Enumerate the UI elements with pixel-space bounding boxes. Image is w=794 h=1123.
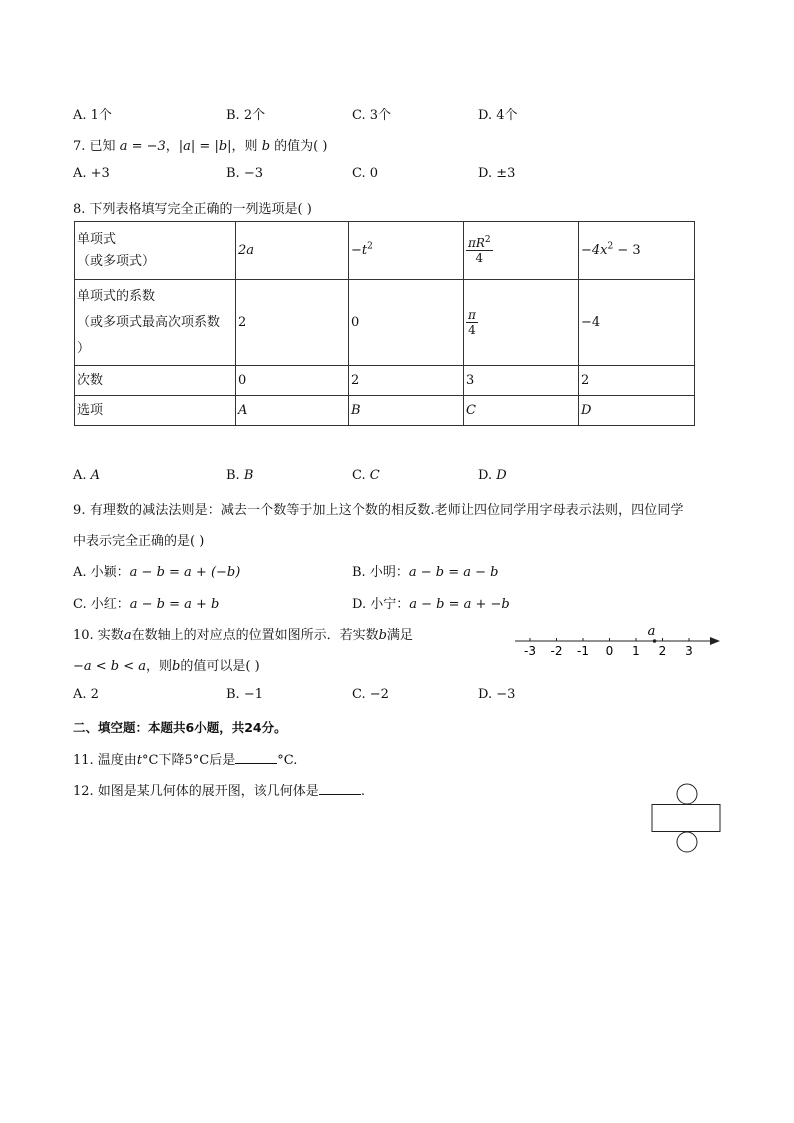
q8-row2-cell3-fraction: [466, 308, 478, 337]
net-top-circle: [677, 784, 697, 804]
q8-option-b-prefix: B.: [226, 468, 244, 483]
q8-row1-cell4-b: − 3: [613, 242, 641, 258]
q7-option-c: C. 0: [352, 166, 379, 181]
section2-heading: [73, 718, 287, 736]
q7-stem-prefix: 7. 已知: [73, 139, 116, 154]
q10-stem-line2-mid: ，则: [146, 659, 173, 674]
q9-option-c: [73, 593, 219, 612]
q8-row3-header: 次数: [75, 366, 236, 396]
q8-row1-cell2-exp: 2: [367, 241, 373, 252]
q10-option-c: C. −2: [352, 687, 389, 702]
q9-option-b-prefix: B. 小明：: [352, 565, 409, 580]
q8-row1-cell2: [349, 222, 464, 280]
q7-option-b: B. −3: [226, 166, 263, 181]
q6-option-d: D. 4个: [478, 108, 518, 123]
section2-mid: 小题，共: [194, 720, 245, 735]
q7-stem: [73, 135, 327, 154]
q9-option-a-prefix: A. 小颖：: [73, 565, 130, 580]
q11-prefix: 11. 温度由: [73, 753, 137, 768]
q10-option-a: A. 2: [73, 687, 99, 702]
q9-option-b: [352, 561, 498, 580]
section2-count: 6: [185, 720, 195, 735]
q7-stem-suffix: 的值为( ): [274, 139, 328, 154]
q9-option-c-prefix: C. 小红：: [73, 597, 130, 612]
number-line-tick-label: -3: [524, 644, 536, 658]
q7-equation-2: |a| = |b|: [178, 139, 232, 154]
q10-inequality: −a < b < a: [73, 659, 147, 674]
section2-suffix: 分。: [261, 720, 287, 735]
q9-stem-line2: 中表示完全正确的是( ): [73, 534, 205, 549]
q6-option-c: C. 3个: [352, 108, 392, 123]
q9-option-b-equation: a − b = a − b: [408, 565, 499, 580]
q8-option-a: [73, 468, 100, 483]
q12-suffix: .: [360, 784, 365, 799]
q9-option-d-prefix: D. 小宁：: [352, 597, 410, 612]
q8-option-c: [352, 468, 380, 483]
q8-row3-cell1: 0: [236, 366, 349, 396]
number-line-tick-label: 2: [658, 644, 667, 658]
q10-variable-b: b: [378, 628, 387, 643]
net-bottom-circle: [677, 832, 697, 852]
q8-option-b-value: B: [243, 468, 254, 483]
q10-stem-mid: 在数轴上的对应点的位置如图所示．若实数: [131, 628, 379, 643]
q11-answer-blank[interactable]: [235, 751, 277, 764]
q10-stem-line2-suffix: 的值可以是( ): [180, 659, 260, 674]
q8-option-c-prefix: C.: [352, 468, 370, 483]
q9-stem-line1: 9. 有理数的减法法则是：减去一个数等于加上这个数的相反数.老师让四位同学用字母表示法则，四位同学: [73, 503, 684, 518]
q8-option-c-value: C: [369, 468, 380, 483]
q8-row2-header: [75, 280, 236, 366]
q8-option-a-value: A: [90, 468, 101, 483]
number-line-tick-label: 3: [685, 644, 693, 658]
q9-option-d-equation: a − b = a + −b: [409, 597, 510, 612]
q8-row2-cell2: 0: [349, 280, 464, 366]
q8-row2-cell3-den: 4: [468, 323, 476, 337]
q7-stem-mid: ，则: [231, 139, 258, 154]
q8-option-a-prefix: A.: [73, 468, 91, 483]
q8-row2-cell1: 2: [236, 280, 349, 366]
q8-option-d-prefix: D.: [478, 468, 497, 483]
q8-row4-header: 选项: [75, 396, 236, 426]
q10-option-b: B. −1: [226, 687, 263, 702]
q10-option-d: D. −3: [478, 687, 516, 702]
number-line-arrow-icon: [710, 637, 720, 645]
q8-row2-cell4: −4: [579, 280, 695, 366]
q7-equation-1: a = −3: [119, 139, 166, 154]
q8-row3-cell4: 2: [579, 366, 695, 396]
q8-row1-header-line2: （或多项式）: [77, 253, 156, 269]
q9-option-a-equation: a − b = a + (−b): [129, 565, 241, 580]
q8-row4-cell4: D: [579, 396, 695, 426]
q8-row1-cell3: [464, 222, 579, 280]
q7-option-a: A. +3: [73, 166, 110, 181]
q8-row4-cell2: B: [349, 396, 464, 426]
q8-row2-header-line3: ）: [77, 340, 91, 356]
section2-label: 二、填空题：本题共: [73, 720, 186, 735]
q7-separator: ，: [165, 139, 179, 154]
q12-cylinder-net-figure: [648, 783, 724, 855]
q7-option-d: D. ±3: [478, 166, 516, 181]
q8-row1-cell1-text: 2a: [238, 242, 255, 258]
q8-row4-cell1: A: [236, 396, 349, 426]
q8-row2-cell3: [464, 280, 579, 366]
q8-row1-cell3-exp: 2: [484, 235, 491, 245]
q8-row1-cell3-den: 4: [475, 251, 484, 265]
q8-row3-cell3: 3: [464, 366, 579, 396]
q9-option-a: [73, 561, 240, 580]
q8-row3-cell2: 2: [349, 366, 464, 396]
q11-suffix: °C.: [277, 753, 298, 768]
number-line-point-label: a: [647, 624, 656, 639]
q8-table: [74, 221, 695, 426]
q9-option-d: [352, 593, 510, 612]
number-line-tick-label: 0: [605, 644, 614, 658]
q8-row1-header-line1: 单项式: [77, 231, 117, 247]
q8-row1-cell4-a: −4x: [581, 242, 608, 258]
q12-stem: [73, 780, 365, 799]
q8-row1-cell3-num: πR: [468, 236, 485, 250]
q10-variable-a: a: [123, 628, 132, 643]
q11-variable: t: [136, 753, 143, 768]
number-line-tick-label: -1: [577, 644, 589, 658]
q10-variable-b2: b: [172, 659, 181, 674]
q8-row2-cell3-num: π: [468, 308, 476, 322]
net-lateral-rectangle: [652, 805, 720, 832]
q8-row4-cell3: C: [464, 396, 579, 426]
q6-option-a: A. 1个: [73, 108, 112, 123]
q10-stem-line2: [73, 655, 260, 674]
q8-row1-cell3-fraction: [466, 236, 493, 265]
q12-text: 12. 如图是某几何体的展开图，该几何体是: [73, 784, 319, 799]
q8-option-b: [226, 468, 253, 483]
q8-option-d-value: D: [496, 468, 507, 483]
q9-option-c-equation: a − b = a + b: [129, 597, 220, 612]
q7-variable: b: [261, 139, 271, 154]
q10-number-line: [510, 618, 725, 662]
q8-row1-header: [75, 222, 236, 280]
number-line-tick-label: -2: [550, 644, 563, 658]
q8-row1-cell4: [579, 222, 695, 280]
q8-row1-cell4-exp: 2: [607, 241, 614, 252]
q11-unit1: °C下降: [142, 753, 185, 768]
q8-row1-cell1: [236, 222, 349, 280]
number-line-tick-label: 1: [632, 644, 640, 658]
number-line-point-a: [653, 639, 657, 643]
q10-stem-prefix: 10. 实数: [73, 628, 124, 643]
q8-row1-cell2-base: −t: [351, 242, 368, 258]
q11-mid: 后是: [209, 753, 236, 768]
q8-stem: 8. 下列表格填写完全正确的一列选项是( ): [73, 202, 312, 217]
q8-option-d: [478, 468, 507, 483]
q10-stem-suffix: 满足: [386, 628, 413, 643]
q8-row2-header-line2: （或多项式最高次项系数: [77, 314, 221, 330]
q8-row2-header-line1: 单项式的系数: [77, 288, 156, 304]
q10-stem-line1: [73, 624, 413, 643]
q11-stem: [73, 749, 297, 768]
q11-number: 5°C: [184, 753, 210, 768]
q6-option-b: B. 2个: [226, 108, 266, 123]
q12-answer-blank[interactable]: [319, 782, 361, 795]
section2-score: 24: [244, 720, 262, 735]
